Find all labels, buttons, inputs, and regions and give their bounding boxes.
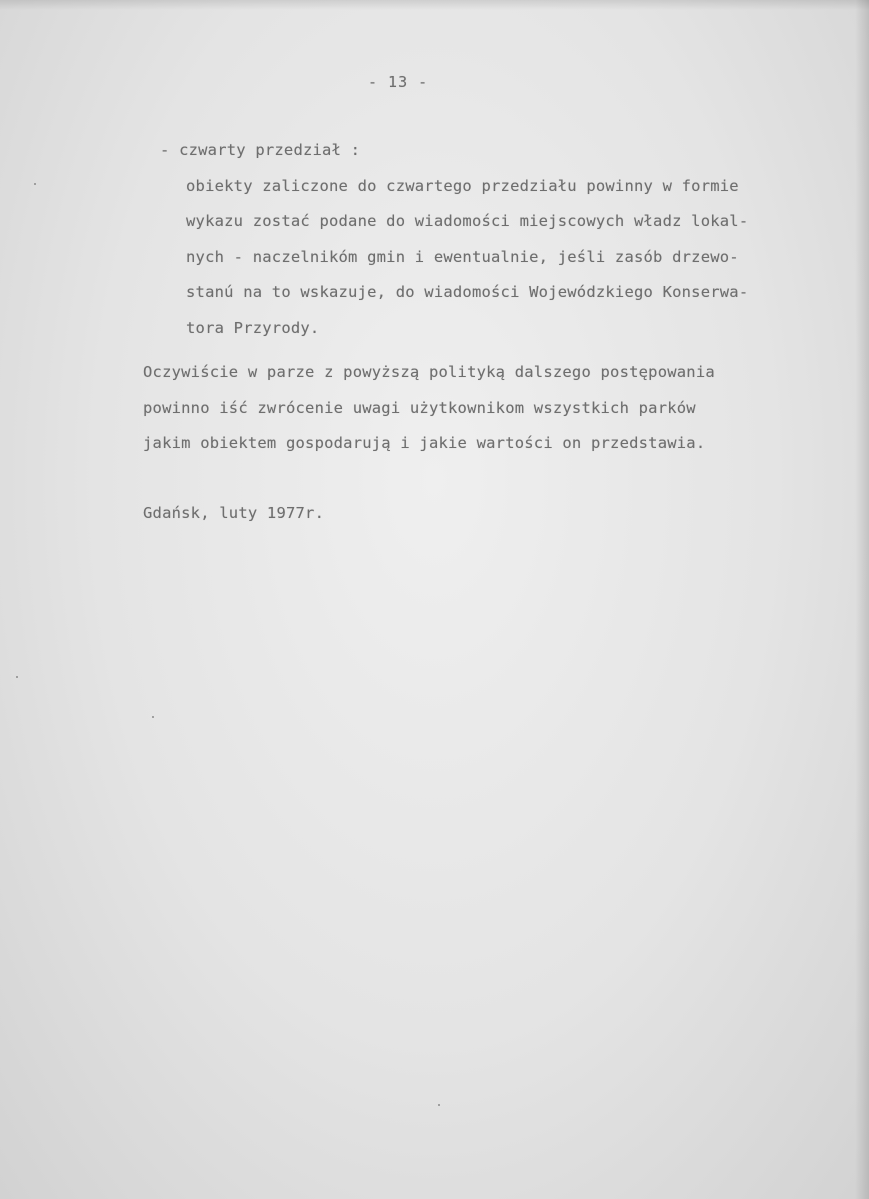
text-line: nych - naczelnikóm gmin i ewentualnie, jeśli zasób drzewo- — [186, 248, 739, 266]
text-line: stanú na to wskazuje, do wiadomości Wojewódzkiego Konserwa- — [186, 283, 749, 301]
scan-speck — [16, 676, 18, 678]
text-line: Oczywiście w parze z powyższą polityką dalszego postępowania — [143, 363, 715, 381]
text-line: wykazu zostać podane do wiadomości miejscowych władz lokal- — [186, 212, 749, 230]
text-line: obiekty zaliczone do czwartego przedziału powinny w formie — [186, 177, 739, 195]
scan-speck — [34, 183, 36, 185]
page-top-shadow — [0, 0, 869, 10]
signature-date-line: Gdańsk, luty 1977r. — [143, 504, 325, 522]
scan-speck — [438, 1104, 440, 1106]
scan-speck — [152, 716, 154, 718]
page-edge-shadow — [855, 0, 869, 1199]
text-line: jakim obiektem gospodarują i jakie wartości on przedstawia. — [143, 434, 706, 452]
page-number: - 13 - — [368, 73, 429, 91]
text-line: - czwarty przedział : — [160, 141, 361, 159]
text-line: tora Przyrody. — [186, 319, 320, 337]
text-line: powinno iść zwrócenie uwagi użytkownikom wszystkich parków — [143, 399, 696, 417]
